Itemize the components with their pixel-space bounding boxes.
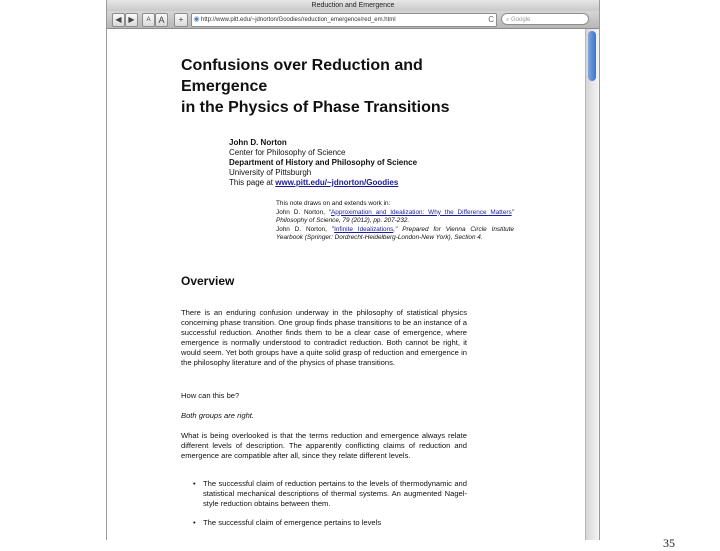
author-affiliation-1: Center for Philosophy of Science bbox=[229, 148, 346, 157]
title-line-3: in the Physics of Phase Transitions bbox=[181, 99, 450, 116]
browser-window bbox=[106, 0, 600, 540]
browser-toolbar bbox=[107, 11, 599, 29]
ref1-link[interactable]: Approximation and Idealization: Why the Difference Matters bbox=[331, 208, 512, 216]
overview-paragraph-1: There is an enduring confusion underway in the philosophy of statistical physics concerning phase transition. One group finds phase transitions to be an instance of a successful reduction. Another finds them to be a clear case of emergence, where emergence is normally understood to contradict reduction. Both cannot be right, it would seem. Yet both groups have a quite solid grasp of reduction and emergence in the philosophy literature and of the physics of phase transitions. bbox=[181, 308, 467, 367]
add-bookmark-button[interactable]: + bbox=[174, 13, 188, 27]
text-size-large-button[interactable]: A bbox=[155, 13, 168, 27]
reload-icon[interactable]: C bbox=[488, 15, 494, 24]
ref2-link[interactable]: Infinite Idealizations bbox=[334, 225, 394, 233]
note-intro: This note draws on and extends work in: bbox=[276, 200, 391, 207]
overview-heading: Overview bbox=[181, 274, 235, 288]
title-line-2: Emergence bbox=[181, 78, 268, 95]
page-title bbox=[181, 55, 541, 118]
overview-paragraph-2: How can this be? bbox=[181, 391, 240, 400]
author-page-line bbox=[229, 178, 417, 188]
forward-button[interactable]: ▶ bbox=[125, 13, 138, 27]
back-button[interactable]: ◀ bbox=[112, 13, 125, 27]
search-icon: ⌕ bbox=[506, 17, 512, 23]
overview-paragraph-3: Both groups are right. bbox=[181, 411, 255, 420]
overview-bullet-list bbox=[191, 479, 467, 537]
slide-number: 35 bbox=[663, 536, 675, 550]
ref2-author: John D. Norton, " bbox=[276, 225, 335, 233]
author-page-label: This page at bbox=[229, 178, 276, 187]
search-input[interactable] bbox=[501, 13, 589, 25]
globe-icon: ◉ bbox=[193, 16, 200, 23]
reference-1 bbox=[276, 209, 514, 226]
scrollbar-thumb[interactable] bbox=[588, 31, 596, 81]
ref2-rest: ," Prepared for Vienna Circle Institute Yearbook (Springer: Dordrecht-Heidelberg-London-New York), Section 4. bbox=[276, 225, 514, 242]
author-block bbox=[229, 138, 417, 188]
overview-paragraph-4: What is being overlooked is that the terms reduction and emergence always relate different levels of description. The apparently conflicting claims of reduction and emergence are compatible after all, since they relate different levels. bbox=[181, 431, 467, 460]
reference-2 bbox=[276, 226, 514, 243]
ref1-author: John D. Norton, " bbox=[276, 208, 332, 216]
page-content bbox=[107, 29, 585, 540]
bullet-item-emergence: • The successful claim of emergence pertains to levels bbox=[191, 518, 467, 528]
search-placeholder: Google bbox=[511, 17, 531, 23]
title-line-1: Confusions over Reduction and bbox=[181, 57, 423, 74]
address-bar[interactable] bbox=[191, 13, 497, 27]
author-page-link[interactable]: www.pitt.edu/~jdnorton/Goodies bbox=[275, 178, 399, 187]
bullet-item-reduction: • The successful claim of reduction pertains to the levels of thermodynamic and statistical mechanical descriptions of thermal systems. An augmented Nagel-style reduction obtains between them. bbox=[191, 479, 467, 509]
text-size-button[interactable]: A bbox=[142, 13, 155, 27]
window-title: Reduction and Emergence bbox=[107, 0, 599, 11]
ref1-rest: " Philosophy of Science, 79 (2012), pp. 207-232. bbox=[276, 208, 514, 225]
author-affiliation-3: University of Pittsburgh bbox=[229, 168, 312, 177]
vertical-scrollbar[interactable] bbox=[585, 29, 599, 540]
author-name: John D. Norton bbox=[229, 138, 287, 147]
author-affiliation-2: Department of History and Philosophy of Science bbox=[229, 158, 418, 167]
url-text: http://www.pitt.edu/~jdnorton/Goodies/reduction_emergence/red_em.html bbox=[201, 17, 396, 23]
source-note bbox=[276, 200, 514, 243]
